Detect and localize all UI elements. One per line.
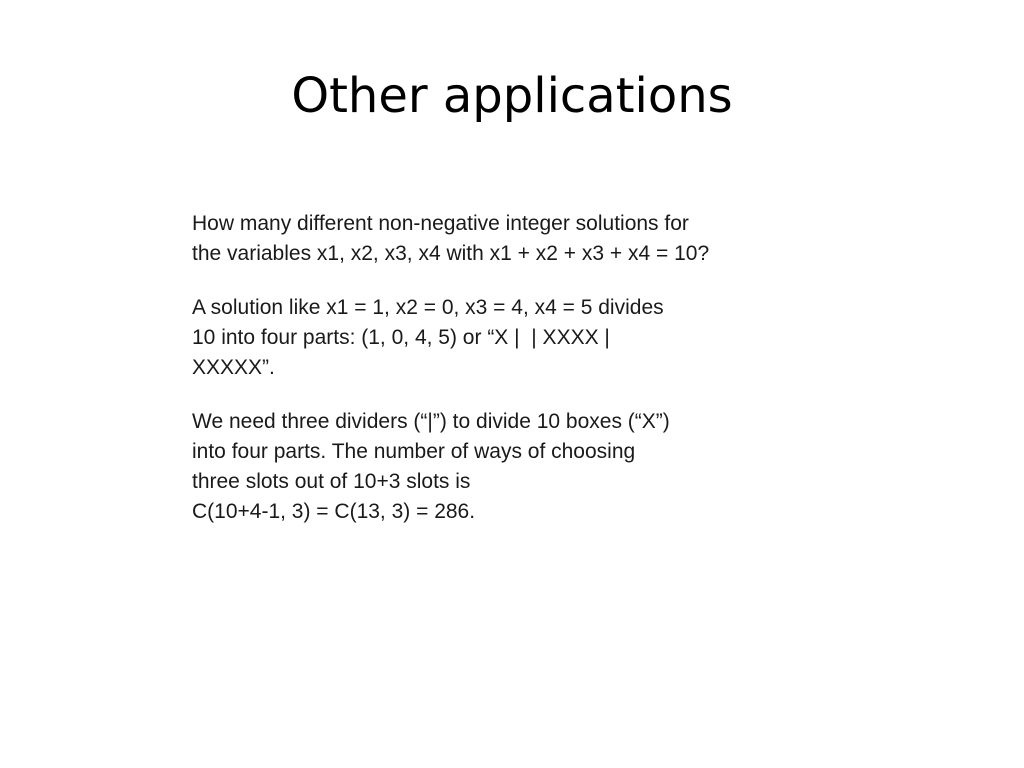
text-line: into four parts. The number of ways of choosing: [192, 440, 636, 463]
paragraph-question: [192, 209, 832, 269]
slide-body: [192, 209, 832, 551]
text-line: the variables x1, x2, x3, x4 with x1 + x2 + x3 + x4 = 10?: [192, 242, 710, 265]
text-line: XXXXX”.: [192, 356, 275, 379]
text-line: C(10+4-1, 3) = C(13, 3) = 286.: [192, 500, 476, 523]
text-line: 10 into four parts: (1, 0, 4, 5) or “X | | XXXX |: [192, 326, 610, 349]
text-line: A solution like x1 = 1, x2 = 0, x3 = 4, x4 = 5 divides: [192, 296, 664, 319]
slide-title: Other applications: [291, 68, 733, 124]
text-line: How many different non-negative integer solutions for: [192, 212, 689, 235]
paragraph-example: [192, 293, 832, 383]
paragraph-answer: [192, 407, 832, 527]
text-line: three slots out of 10+3 slots is: [192, 470, 471, 493]
text-line: We need three dividers (“|”) to divide 10 boxes (“X”): [192, 410, 670, 433]
